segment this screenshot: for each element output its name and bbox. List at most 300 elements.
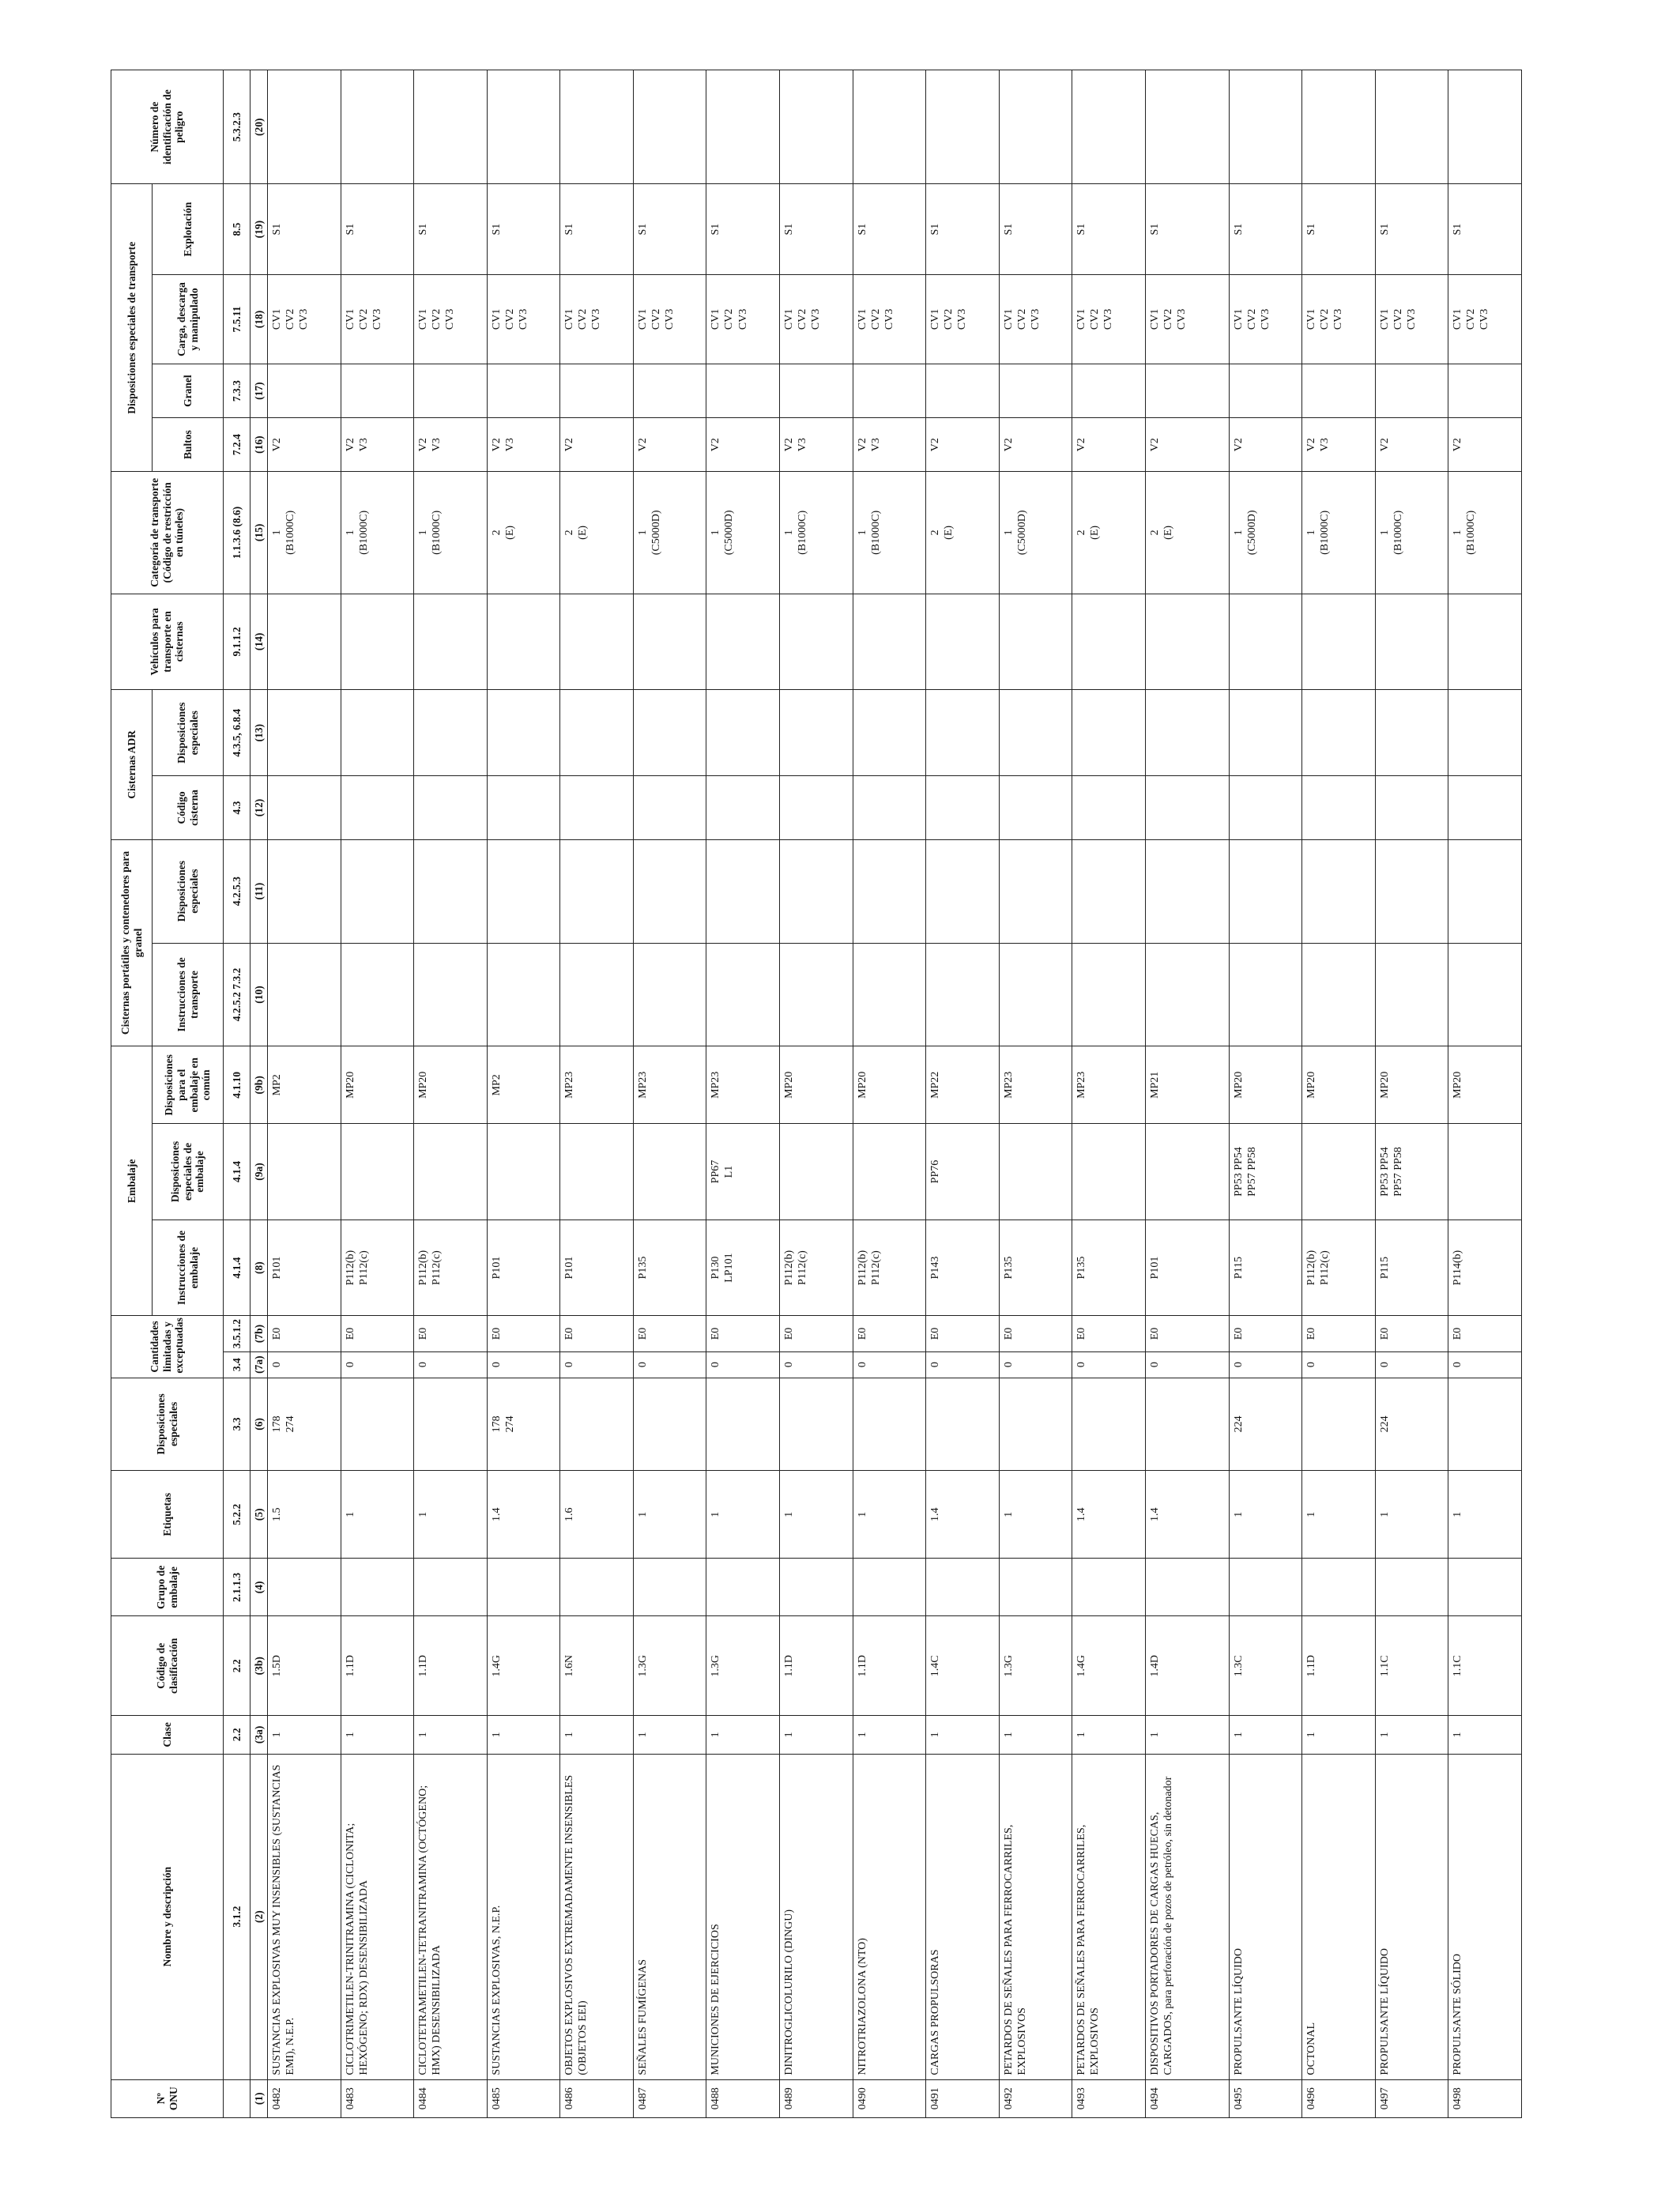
cell-portable-tank-special xyxy=(1448,839,1522,943)
cell-packing-group xyxy=(487,1559,560,1616)
table-row xyxy=(1448,70,1522,2118)
cell-class: 1 xyxy=(1448,1716,1522,1754)
header-pt-instructions: Instrucciones de transporte xyxy=(153,943,224,1046)
colnum-cell: (13) xyxy=(250,690,268,776)
cell-bulk-provision xyxy=(999,364,1072,418)
cell-product-name: SUSTANCIAS EXPLOSIVAS MUY INSENSIBLES (SUSTANCIAS EMI), N.E.P. xyxy=(268,1754,341,2079)
cell-special-provisions xyxy=(560,1378,634,1470)
cell-class: 1 xyxy=(560,1716,634,1754)
cell-portable-tank-instruction xyxy=(341,943,414,1046)
cell-operation-provision: S1 xyxy=(1302,184,1376,274)
cell-product-name: PROPULSANTE LÍQUIDO xyxy=(1229,1754,1302,2079)
cell-special-packing-provisions xyxy=(560,1124,634,1220)
ref-cell: 9.1.1.2 xyxy=(224,594,250,690)
column-number-row xyxy=(250,70,268,2118)
cell-packing-instruction: P112(b) P112(c) xyxy=(414,1220,488,1316)
cell-classification-code: 1.3G xyxy=(633,1616,706,1716)
ref-cell: 8.5 xyxy=(224,184,250,274)
cell-hazard-id-number xyxy=(1448,70,1522,184)
header-adr-tanks: Cisternas ADR xyxy=(111,690,153,840)
cell-class: 1 xyxy=(268,1716,341,1754)
ref-cell: 4.3 xyxy=(224,776,250,839)
cell-classification-code: 1.3G xyxy=(999,1616,1072,1716)
table-row xyxy=(1302,70,1376,2118)
cell-portable-tank-special xyxy=(414,839,488,943)
table-row xyxy=(560,70,634,2118)
cell-portable-tank-special xyxy=(999,839,1072,943)
cell-packages-provision: V2 xyxy=(1375,418,1448,472)
cell-un-number: 0487 xyxy=(633,2079,706,2117)
cell-loading-provision: CV1 CV2 CV3 xyxy=(1072,274,1146,364)
cell-tank-code xyxy=(999,776,1072,839)
table-row xyxy=(779,70,853,2118)
cell-special-provisions xyxy=(1448,1378,1522,1470)
cell-bulk-provision xyxy=(560,364,634,418)
ref-cell: 3.4 xyxy=(224,1351,250,1378)
cell-operation-provision: S1 xyxy=(268,184,341,274)
cell-tank-vehicle xyxy=(999,594,1072,690)
cell-operation-provision: S1 xyxy=(414,184,488,274)
cell-un-number: 0498 xyxy=(1448,2079,1522,2117)
table-row xyxy=(1072,70,1146,2118)
cell-transport-category: 1 (B1000C) xyxy=(268,472,341,594)
cell-operation-provision: S1 xyxy=(1229,184,1302,274)
cell-tank-code xyxy=(1302,776,1376,839)
cell-packages-provision: V2 V3 xyxy=(414,418,488,472)
cell-classification-code: 1.4G xyxy=(1072,1616,1146,1716)
cell-hazard-id-number xyxy=(487,70,560,184)
cell-excepted-quantity: E0 xyxy=(487,1316,560,1351)
cell-portable-tank-special xyxy=(1302,839,1376,943)
cell-excepted-quantity: E0 xyxy=(1229,1316,1302,1351)
cell-product-name: DISPOSITIVOS PORTADORES DE CARGAS HUECAS, CARGADOS, para perforación de pozos de petróleo, sin detonador xyxy=(1145,1754,1229,2079)
cell-product-name: OBJETOS EXPLOSIVOS EXTREMADAMENTE INSENSIBLES (OBJETOS EEI) xyxy=(560,1754,634,2079)
cell-hazard-id-number xyxy=(633,70,706,184)
cell-excepted-quantity: E0 xyxy=(633,1316,706,1351)
ref-cell: 4.1.4 xyxy=(224,1124,250,1220)
cell-classification-code: 1.1D xyxy=(1302,1616,1376,1716)
cell-bulk-provision xyxy=(1375,364,1448,418)
cell-product-name: PROPULSANTE LÍQUIDO xyxy=(1375,1754,1448,2079)
cell-hazard-id-number xyxy=(999,70,1072,184)
cell-bulk-provision xyxy=(779,364,853,418)
cell-portable-tank-special xyxy=(853,839,926,943)
cell-packing-instruction: P130 LP101 xyxy=(706,1220,780,1316)
ref-cell: 4.2.5.3 xyxy=(224,839,250,943)
cell-portable-tank-special xyxy=(560,839,634,943)
header-bulk: Granel xyxy=(153,364,224,418)
cell-tank-vehicle xyxy=(1145,594,1229,690)
cell-transport-category: 1 (B1000C) xyxy=(779,472,853,594)
cell-special-packing-provisions: PP76 xyxy=(926,1124,1000,1220)
cell-limited-quantity: 0 xyxy=(1072,1351,1146,1378)
colnum-cell: (9a) xyxy=(250,1124,268,1220)
cell-hazard-id-number xyxy=(853,70,926,184)
cell-transport-category: 1 (C5000D) xyxy=(633,472,706,594)
cell-portable-tank-special xyxy=(633,839,706,943)
cell-un-number: 0485 xyxy=(487,2079,560,2117)
cell-transport-category: 1 (B1000C) xyxy=(414,472,488,594)
cell-packing-instruction: P112(b) P112(c) xyxy=(1302,1220,1376,1316)
cell-special-packing-provisions: PP67 L1 xyxy=(706,1124,780,1220)
colnum-cell: (8) xyxy=(250,1220,268,1316)
colnum-cell: (18) xyxy=(250,274,268,364)
cell-portable-tank-instruction xyxy=(560,943,634,1046)
cell-class: 1 xyxy=(779,1716,853,1754)
cell-tank-vehicle xyxy=(706,594,780,690)
cell-limited-quantity: 0 xyxy=(560,1351,634,1378)
cell-mixed-packing: MP21 xyxy=(1145,1046,1229,1124)
cell-tank-special xyxy=(1302,690,1376,776)
cell-tank-special xyxy=(560,690,634,776)
cell-portable-tank-instruction xyxy=(926,943,1000,1046)
cell-portable-tank-special xyxy=(779,839,853,943)
cell-product-name: CICLOTETRAMETILEN-TETRANITRAMINA (OCTÓGENO; HMX) DESENSIBILIZADA xyxy=(414,1754,488,2079)
cell-label: 1.5 xyxy=(268,1471,341,1559)
cell-limited-quantity: 0 xyxy=(341,1351,414,1378)
cell-packages-provision: V2 V3 xyxy=(487,418,560,472)
ref-cell: 5.3.2.3 xyxy=(224,70,250,184)
cell-limited-quantity: 0 xyxy=(1375,1351,1448,1378)
cell-special-packing-provisions xyxy=(633,1124,706,1220)
cell-tank-vehicle xyxy=(853,594,926,690)
cell-packing-group xyxy=(268,1559,341,1616)
cell-excepted-quantity: E0 xyxy=(414,1316,488,1351)
cell-tank-special xyxy=(999,690,1072,776)
table-row xyxy=(268,70,341,2118)
cell-un-number: 0483 xyxy=(341,2079,414,2117)
cell-class: 1 xyxy=(853,1716,926,1754)
cell-hazard-id-number xyxy=(1375,70,1448,184)
cell-packages-provision: V2 xyxy=(633,418,706,472)
cell-portable-tank-instruction xyxy=(1229,943,1302,1046)
cell-transport-category: 1 (C5000D) xyxy=(1229,472,1302,594)
cell-tank-special xyxy=(1229,690,1302,776)
colnum-cell: (10) xyxy=(250,943,268,1046)
cell-tank-code xyxy=(1448,776,1522,839)
cell-hazard-id-number xyxy=(1072,70,1146,184)
cell-transport-category: 1 (B1000C) xyxy=(1302,472,1376,594)
colnum-cell: (12) xyxy=(250,776,268,839)
cell-mixed-packing: MP2 xyxy=(268,1046,341,1124)
cell-loading-provision: CV1 CV2 CV3 xyxy=(926,274,1000,364)
cell-excepted-quantity: E0 xyxy=(706,1316,780,1351)
cell-packages-provision: V2 xyxy=(268,418,341,472)
cell-excepted-quantity: E0 xyxy=(268,1316,341,1351)
ref-cell: 3.5.1.2 xyxy=(224,1316,250,1351)
table-row xyxy=(414,70,488,2118)
cell-mixed-packing: MP23 xyxy=(633,1046,706,1124)
cell-portable-tank-instruction xyxy=(1302,943,1376,1046)
cell-mixed-packing: MP20 xyxy=(1229,1046,1302,1124)
cell-operation-provision: S1 xyxy=(1145,184,1229,274)
header-tank-code: Código cisterna xyxy=(153,776,224,839)
cell-tank-code xyxy=(853,776,926,839)
ref-blank xyxy=(224,2079,250,2117)
cell-tank-code xyxy=(633,776,706,839)
cell-limited-quantity: 0 xyxy=(779,1351,853,1378)
table-row xyxy=(926,70,1000,2118)
cell-mixed-packing: MP2 xyxy=(487,1046,560,1124)
cell-label: 1 xyxy=(1448,1471,1522,1559)
cell-hazard-id-number xyxy=(926,70,1000,184)
cell-classification-code: 1.1D xyxy=(341,1616,414,1716)
cell-special-provisions xyxy=(414,1378,488,1470)
cell-un-number: 0496 xyxy=(1302,2079,1376,2117)
colnum-cell: (11) xyxy=(250,839,268,943)
cell-class: 1 xyxy=(1145,1716,1229,1754)
cell-loading-provision: CV1 CV2 CV3 xyxy=(487,274,560,364)
cell-special-packing-provisions xyxy=(1302,1124,1376,1220)
cell-classification-code: 1.1C xyxy=(1448,1616,1522,1716)
cell-bulk-provision xyxy=(633,364,706,418)
colnum-cell: (17) xyxy=(250,364,268,418)
cell-label: 1 xyxy=(706,1471,780,1559)
cell-mixed-packing: MP23 xyxy=(706,1046,780,1124)
cell-special-packing-provisions xyxy=(1448,1124,1522,1220)
cell-limited-quantity: 0 xyxy=(268,1351,341,1378)
cell-packages-provision: V2 xyxy=(560,418,634,472)
cell-class: 1 xyxy=(1302,1716,1376,1754)
cell-excepted-quantity: E0 xyxy=(853,1316,926,1351)
cell-tank-special xyxy=(706,690,780,776)
header-hazard-id: Número de identificación de peligro xyxy=(111,70,224,184)
cell-product-name: PETARDOS DE SEÑALES PARA FERROCARRILES, EXPLOSIVOS xyxy=(999,1754,1072,2079)
colnum-cell: (3a) xyxy=(250,1716,268,1754)
cell-tank-code xyxy=(706,776,780,839)
cell-special-packing-provisions xyxy=(853,1124,926,1220)
table-row xyxy=(341,70,414,2118)
cell-operation-provision: S1 xyxy=(706,184,780,274)
cell-packing-instruction: P115 xyxy=(1375,1220,1448,1316)
cell-label: 1 xyxy=(1229,1471,1302,1559)
cell-mixed-packing: MP20 xyxy=(414,1046,488,1124)
cell-un-number: 0486 xyxy=(560,2079,634,2117)
cell-special-packing-provisions xyxy=(1072,1124,1146,1220)
cell-loading-provision: CV1 CV2 CV3 xyxy=(779,274,853,364)
cell-hazard-id-number xyxy=(779,70,853,184)
header-pt-special: Disposiciones especiales xyxy=(153,839,224,943)
cell-bulk-provision xyxy=(1145,364,1229,418)
cell-special-provisions xyxy=(1145,1378,1229,1470)
cell-operation-provision: S1 xyxy=(560,184,634,274)
cell-special-packing-provisions xyxy=(414,1124,488,1220)
cell-packing-group xyxy=(706,1559,780,1616)
cell-packing-instruction: P112(b) P112(c) xyxy=(341,1220,414,1316)
cell-label: 1 xyxy=(999,1471,1072,1559)
cell-product-name: CARGAS PROPULSORAS xyxy=(926,1754,1000,2079)
cell-tank-vehicle xyxy=(414,594,488,690)
cell-un-number: 0484 xyxy=(414,2079,488,2117)
cell-packing-group xyxy=(633,1559,706,1616)
cell-portable-tank-instruction xyxy=(487,943,560,1046)
cell-operation-provision: S1 xyxy=(853,184,926,274)
cell-packages-provision: V2 xyxy=(1448,418,1522,472)
header-special-transport: Disposiciones especiales de transporte xyxy=(111,184,153,472)
cell-tank-vehicle xyxy=(779,594,853,690)
cell-tank-special xyxy=(341,690,414,776)
header-classification-code: Código de clasificación xyxy=(111,1616,224,1716)
cell-mixed-packing: MP20 xyxy=(1448,1046,1522,1124)
cell-packing-group xyxy=(1145,1559,1229,1616)
cell-packages-provision: V2 V3 xyxy=(853,418,926,472)
cell-product-name: DINITROGLICOLURILO (DINGU) xyxy=(779,1754,853,2079)
cell-product-name: OCTONAL xyxy=(1302,1754,1376,2079)
cell-limited-quantity: 0 xyxy=(633,1351,706,1378)
colnum-cell: (14) xyxy=(250,594,268,690)
cell-portable-tank-special xyxy=(268,839,341,943)
header-packages: Bultos xyxy=(153,418,224,472)
cell-un-number: 0497 xyxy=(1375,2079,1448,2117)
cell-packing-instruction: P101 xyxy=(268,1220,341,1316)
cell-limited-quantity: 0 xyxy=(1229,1351,1302,1378)
cell-tank-vehicle xyxy=(633,594,706,690)
cell-special-provisions xyxy=(1302,1378,1376,1470)
cell-label: 1 xyxy=(341,1471,414,1559)
cell-mixed-packing: MP20 xyxy=(853,1046,926,1124)
cell-mixed-packing: MP20 xyxy=(341,1046,414,1124)
cell-loading-provision: CV1 CV2 CV3 xyxy=(414,274,488,364)
cell-special-packing-provisions xyxy=(999,1124,1072,1220)
cell-class: 1 xyxy=(1375,1716,1448,1754)
cell-packing-group xyxy=(341,1559,414,1616)
cell-label: 1.4 xyxy=(1145,1471,1229,1559)
cell-special-provisions xyxy=(853,1378,926,1470)
header-group-row xyxy=(111,70,153,2118)
ref-cell: 7.2.4 xyxy=(224,418,250,472)
ref-cell: 2.2 xyxy=(224,1716,250,1754)
cell-portable-tank-special xyxy=(1145,839,1229,943)
cell-un-number: 0489 xyxy=(779,2079,853,2117)
cell-classification-code: 1.3C xyxy=(1229,1616,1302,1716)
cell-un-number: 0490 xyxy=(853,2079,926,2117)
cell-portable-tank-special xyxy=(706,839,780,943)
cell-packages-provision: V2 xyxy=(1072,418,1146,472)
cell-special-provisions xyxy=(341,1378,414,1470)
cell-operation-provision: S1 xyxy=(1375,184,1448,274)
cell-tank-code xyxy=(341,776,414,839)
cell-classification-code: 1.3G xyxy=(706,1616,780,1716)
cell-packing-instruction: P115 xyxy=(1229,1220,1302,1316)
cell-mixed-packing: MP22 xyxy=(926,1046,1000,1124)
cell-special-provisions xyxy=(779,1378,853,1470)
colnum-cell: (20) xyxy=(250,70,268,184)
cell-transport-category: 1 (B1000C) xyxy=(1375,472,1448,594)
cell-label: 1 xyxy=(414,1471,488,1559)
cell-packing-instruction: P114(b) xyxy=(1448,1220,1522,1316)
header-labels: Etiquetas xyxy=(111,1471,224,1559)
cell-special-packing-provisions xyxy=(341,1124,414,1220)
header-name: Nombre y descripción xyxy=(111,1754,224,2079)
cell-limited-quantity: 0 xyxy=(1145,1351,1229,1378)
header-portable-tanks: Cisternas portátiles y contenedores para granel xyxy=(111,839,153,1046)
cell-hazard-id-number xyxy=(341,70,414,184)
cell-class: 1 xyxy=(487,1716,560,1754)
cell-portable-tank-instruction xyxy=(999,943,1072,1046)
header-limited-excepted: Cantidades limitadas y exceptuadas xyxy=(111,1316,224,1378)
cell-tank-code xyxy=(268,776,341,839)
cell-tank-special xyxy=(1448,690,1522,776)
cell-special-packing-provisions xyxy=(779,1124,853,1220)
cell-hazard-id-number xyxy=(1229,70,1302,184)
cell-tank-vehicle xyxy=(1229,594,1302,690)
cell-product-name: NITROTRIAZOLONA (NTO) xyxy=(853,1754,926,2079)
cell-loading-provision: CV1 CV2 CV3 xyxy=(341,274,414,364)
cell-tank-vehicle xyxy=(268,594,341,690)
ref-cell: 5.2.2 xyxy=(224,1471,250,1559)
table-row xyxy=(633,70,706,2118)
cell-portable-tank-special xyxy=(1375,839,1448,943)
cell-label: 1.4 xyxy=(926,1471,1000,1559)
cell-transport-category: 1 (B1000C) xyxy=(853,472,926,594)
cell-packing-group xyxy=(926,1559,1000,1616)
cell-special-packing-provisions xyxy=(1145,1124,1229,1220)
cell-label: 1.6 xyxy=(560,1471,634,1559)
cell-tank-vehicle xyxy=(1072,594,1146,690)
cell-special-provisions xyxy=(926,1378,1000,1470)
cell-classification-code: 1.5D xyxy=(268,1616,341,1716)
cell-un-number: 0495 xyxy=(1229,2079,1302,2117)
ref-cell: 4.1.10 xyxy=(224,1046,250,1124)
cell-packing-instruction: P101 xyxy=(560,1220,634,1316)
cell-excepted-quantity: E0 xyxy=(1072,1316,1146,1351)
table-row xyxy=(487,70,560,2118)
header-transport-category: Categoría de transporte (Código de restricción en túneles) xyxy=(111,472,224,594)
cell-un-number: 0493 xyxy=(1072,2079,1146,2117)
cell-limited-quantity: 0 xyxy=(1448,1351,1522,1378)
cell-loading-provision: CV1 CV2 CV3 xyxy=(1145,274,1229,364)
cell-packages-provision: V2 xyxy=(1229,418,1302,472)
cell-class: 1 xyxy=(926,1716,1000,1754)
cell-special-packing-provisions xyxy=(487,1124,560,1220)
cell-operation-provision: S1 xyxy=(999,184,1072,274)
cell-label: 1.4 xyxy=(1072,1471,1146,1559)
colnum-cell: (2) xyxy=(250,1754,268,2079)
cell-mixed-packing: MP23 xyxy=(999,1046,1072,1124)
cell-tank-code xyxy=(1229,776,1302,839)
colnum-cell: (3b) xyxy=(250,1616,268,1716)
cell-classification-code: 1.4D xyxy=(1145,1616,1229,1716)
cell-tank-code xyxy=(1072,776,1146,839)
cell-class: 1 xyxy=(633,1716,706,1754)
cell-bulk-provision xyxy=(926,364,1000,418)
cell-hazard-id-number xyxy=(268,70,341,184)
colnum-cell: (9b) xyxy=(250,1046,268,1124)
cell-tank-special xyxy=(1375,690,1448,776)
cell-limited-quantity: 0 xyxy=(414,1351,488,1378)
cell-classification-code: 1.1C xyxy=(1375,1616,1448,1716)
cell-special-provisions xyxy=(1072,1378,1146,1470)
cell-mixed-packing: MP20 xyxy=(779,1046,853,1124)
cell-class: 1 xyxy=(706,1716,780,1754)
cell-bulk-provision xyxy=(1302,364,1376,418)
cell-tank-code xyxy=(560,776,634,839)
cell-packing-group xyxy=(414,1559,488,1616)
cell-hazard-id-number xyxy=(414,70,488,184)
cell-packages-provision: V2 V3 xyxy=(779,418,853,472)
cell-tank-code xyxy=(779,776,853,839)
colnum-cell: (7a) xyxy=(250,1351,268,1378)
cell-transport-category: 2 (E) xyxy=(1072,472,1146,594)
cell-portable-tank-special xyxy=(926,839,1000,943)
reference-row xyxy=(224,70,250,2118)
cell-tank-special xyxy=(1072,690,1146,776)
table-row xyxy=(706,70,780,2118)
cell-classification-code: 1.1D xyxy=(779,1616,853,1716)
cell-tank-vehicle xyxy=(1375,594,1448,690)
cell-packing-instruction: P101 xyxy=(1145,1220,1229,1316)
cell-tank-vehicle xyxy=(1448,594,1522,690)
